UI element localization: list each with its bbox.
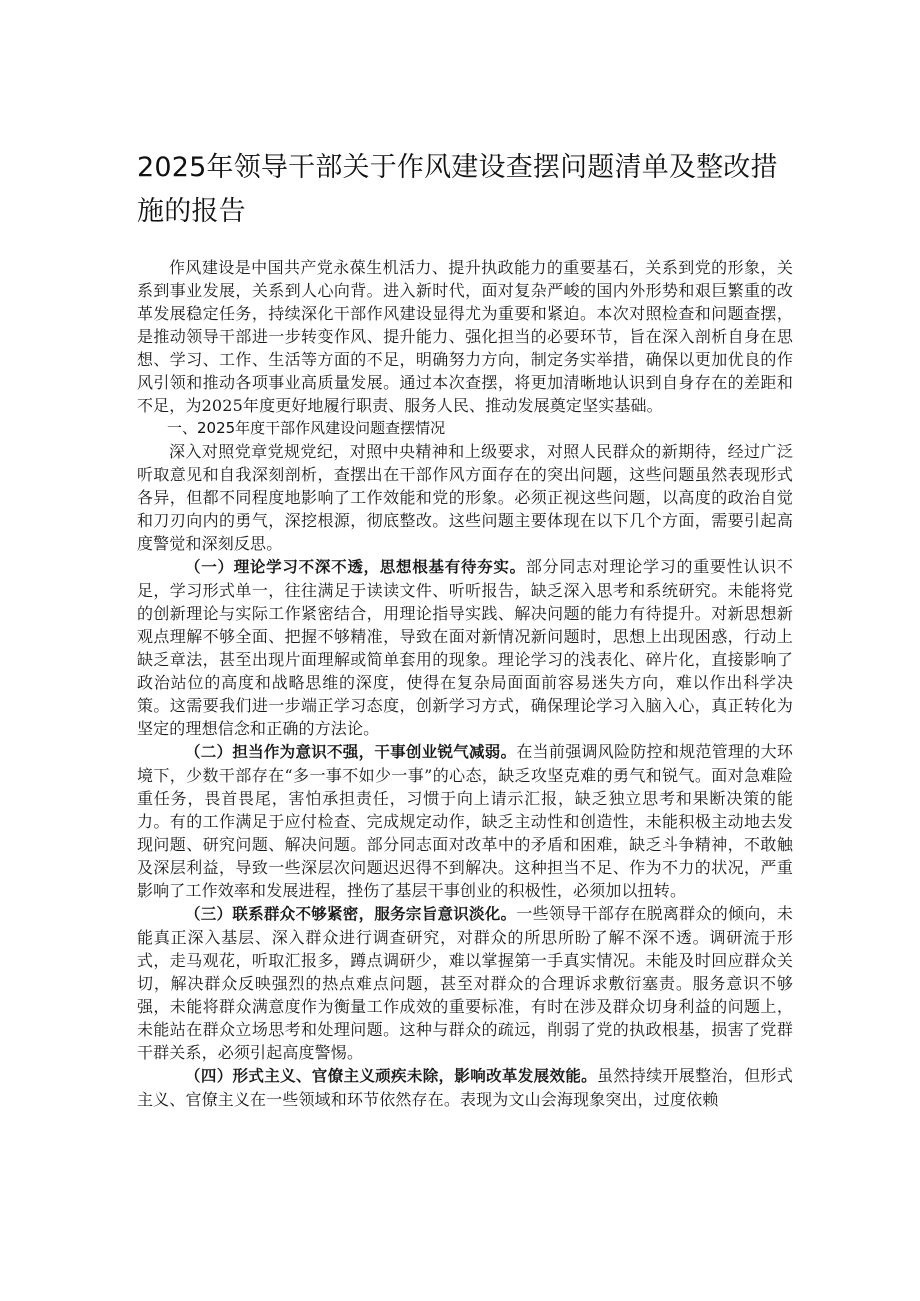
intro-paragraph: 作风建设是中国共产党永葆生机活力、提升执政能力的重要基石，关系到党的形象，关系到事业发展，关系到人心向背。进入新时代，面对复杂严峻的国内外形势和艰巨繁重的改革发展稳定任务，持续深化干部作风建设显得尤为重要和紧迫。本次对照检查和问题查摆，是推动领导干部进一步转变作风、提升能力、强化担当的必要环节，旨在深入剖析自身在思想、学习、工作、生活等方面的不足，明确努力方向，制定务实举措，确保以更加优良的作风引领和推动各项事业高质量发展。通过本次查摆，将更加清晰地认识到自身存在的差距和不足，为2025年度更好地履行职责、服务人民、推动发展奠定坚实基础。 [137, 258, 793, 415]
item-paragraph-2 [137, 740, 793, 902]
document-title: 2025年领导干部关于作风建设查摆问题清单及整改措施的报告 [137, 152, 778, 227]
item-lead-3: （三）联系群众不够紧密，服务宗旨意识淡化。 [185, 905, 517, 923]
item-body-3: 一些领导干部存在脱离群众的倾向，未能真正深入基层、深入群众进行调查研究，对群众的所思所盼了解不深不透。调研流于形式，走马观花，听取汇报多，蹲点调研少，难以掌握第一手真实情况。未能及时回应群众关切，解决群众反映强烈的热点难点问题，甚至对群众的合理诉求敷衍塞责。服务意识不够强，未能将群众满意度作为衡量工作成效的重要标准，有时在涉及群众切身利益的问题上，未能站在群众立场思考和处理问题。这种与群众的疏远，削弱了党的执政根基，损害了党群干群关系，必须引起高度警惕。 [137, 904, 793, 1062]
section-intro-paragraph: 深入对照党章党规党纪，对照中央精神和上级要求，对照人民群众的新期待，经过广泛听取意见和自我深刻剖析，查摆出在干部作风方面存在的突出问题，这些问题虽然表现形式各异，但都不同程度地影响了工作效能和党的形象。必须正视这些问题，以高度的政治自觉和刀刃向内的勇气，深挖根源，彻底整改。这些问题主要体现在以下几个方面，需要引起高度警觉和深刻反思。 [137, 442, 793, 553]
item-lead-2: （二）担当作为意识不强，干事创业锐气减弱。 [185, 743, 517, 761]
item-paragraph-1 [137, 555, 793, 740]
item-lead-4: （四）形式主义、官僚主义顽疾未除，影响改革发展效能。 [185, 1067, 598, 1085]
item-body-1: 部分同志对理论学习的重要性认识不足，学习形式单一，往往满足于读读文件、听听报告，缺乏深入思考和系统研究。未能将党的创新理论与实际工作紧密结合，用理论指导实践、解决问题的能力有待提升。对新思想新观点理解不够全面、把握不够精准，导致在面对新情况新问题时，思想上出现困惑，行动上缺乏章法，甚至出现片面理解或简单套用的现象。理论学习的浅表化、碎片化，直接影响了政治站位的高度和战略思维的深度，使得在复杂局面面前容易迷失方向，难以作出科学决策。这需要我们进一步端正学习态度，创新学习方式，确保理论学习入脑入心，真正转化为坚定的理想信念和正确的方法论。 [137, 557, 793, 738]
item-body-4: 虽然持续开展整治，但形式主义、官僚主义在一些领域和环节依然存在。表现为文山会海现象突出，过度依赖 [137, 1066, 793, 1109]
item-body-2: 在当前强调风险防控和规范管理的大环境下，少数干部存在“多一事不如少一事”的心态，缺乏攻坚克难的勇气和锐气。面对急难险重任务，畏首畏尾，害怕承担责任，习惯于向上请示汇报，缺乏独立思考和果断决策的能力。有的工作满足于应付检查、完成规定动作，缺乏主动性和创造性，未能积极主动地去发现问题、研究问题、解决问题。部分同志面对改革中的矛盾和困难，缺乏斗争精神，不敢触及深层利益，导致一些深层次问题迟迟得不到解决。这种担当不足、作为不力的状况，严重影响了工作效率和发展进程，挫伤了基层干事创业的积极性，必须加以扭转。 [137, 742, 793, 900]
item-paragraph-3 [137, 902, 793, 1064]
item-lead-1: （一）理论学习不深不透，思想根基有待夯实。 [185, 558, 526, 576]
document-body [137, 146, 793, 1111]
section-heading: 一、2025年度干部作风建设问题查摆情况 [167, 419, 446, 437]
item-paragraph-4 [137, 1064, 793, 1111]
